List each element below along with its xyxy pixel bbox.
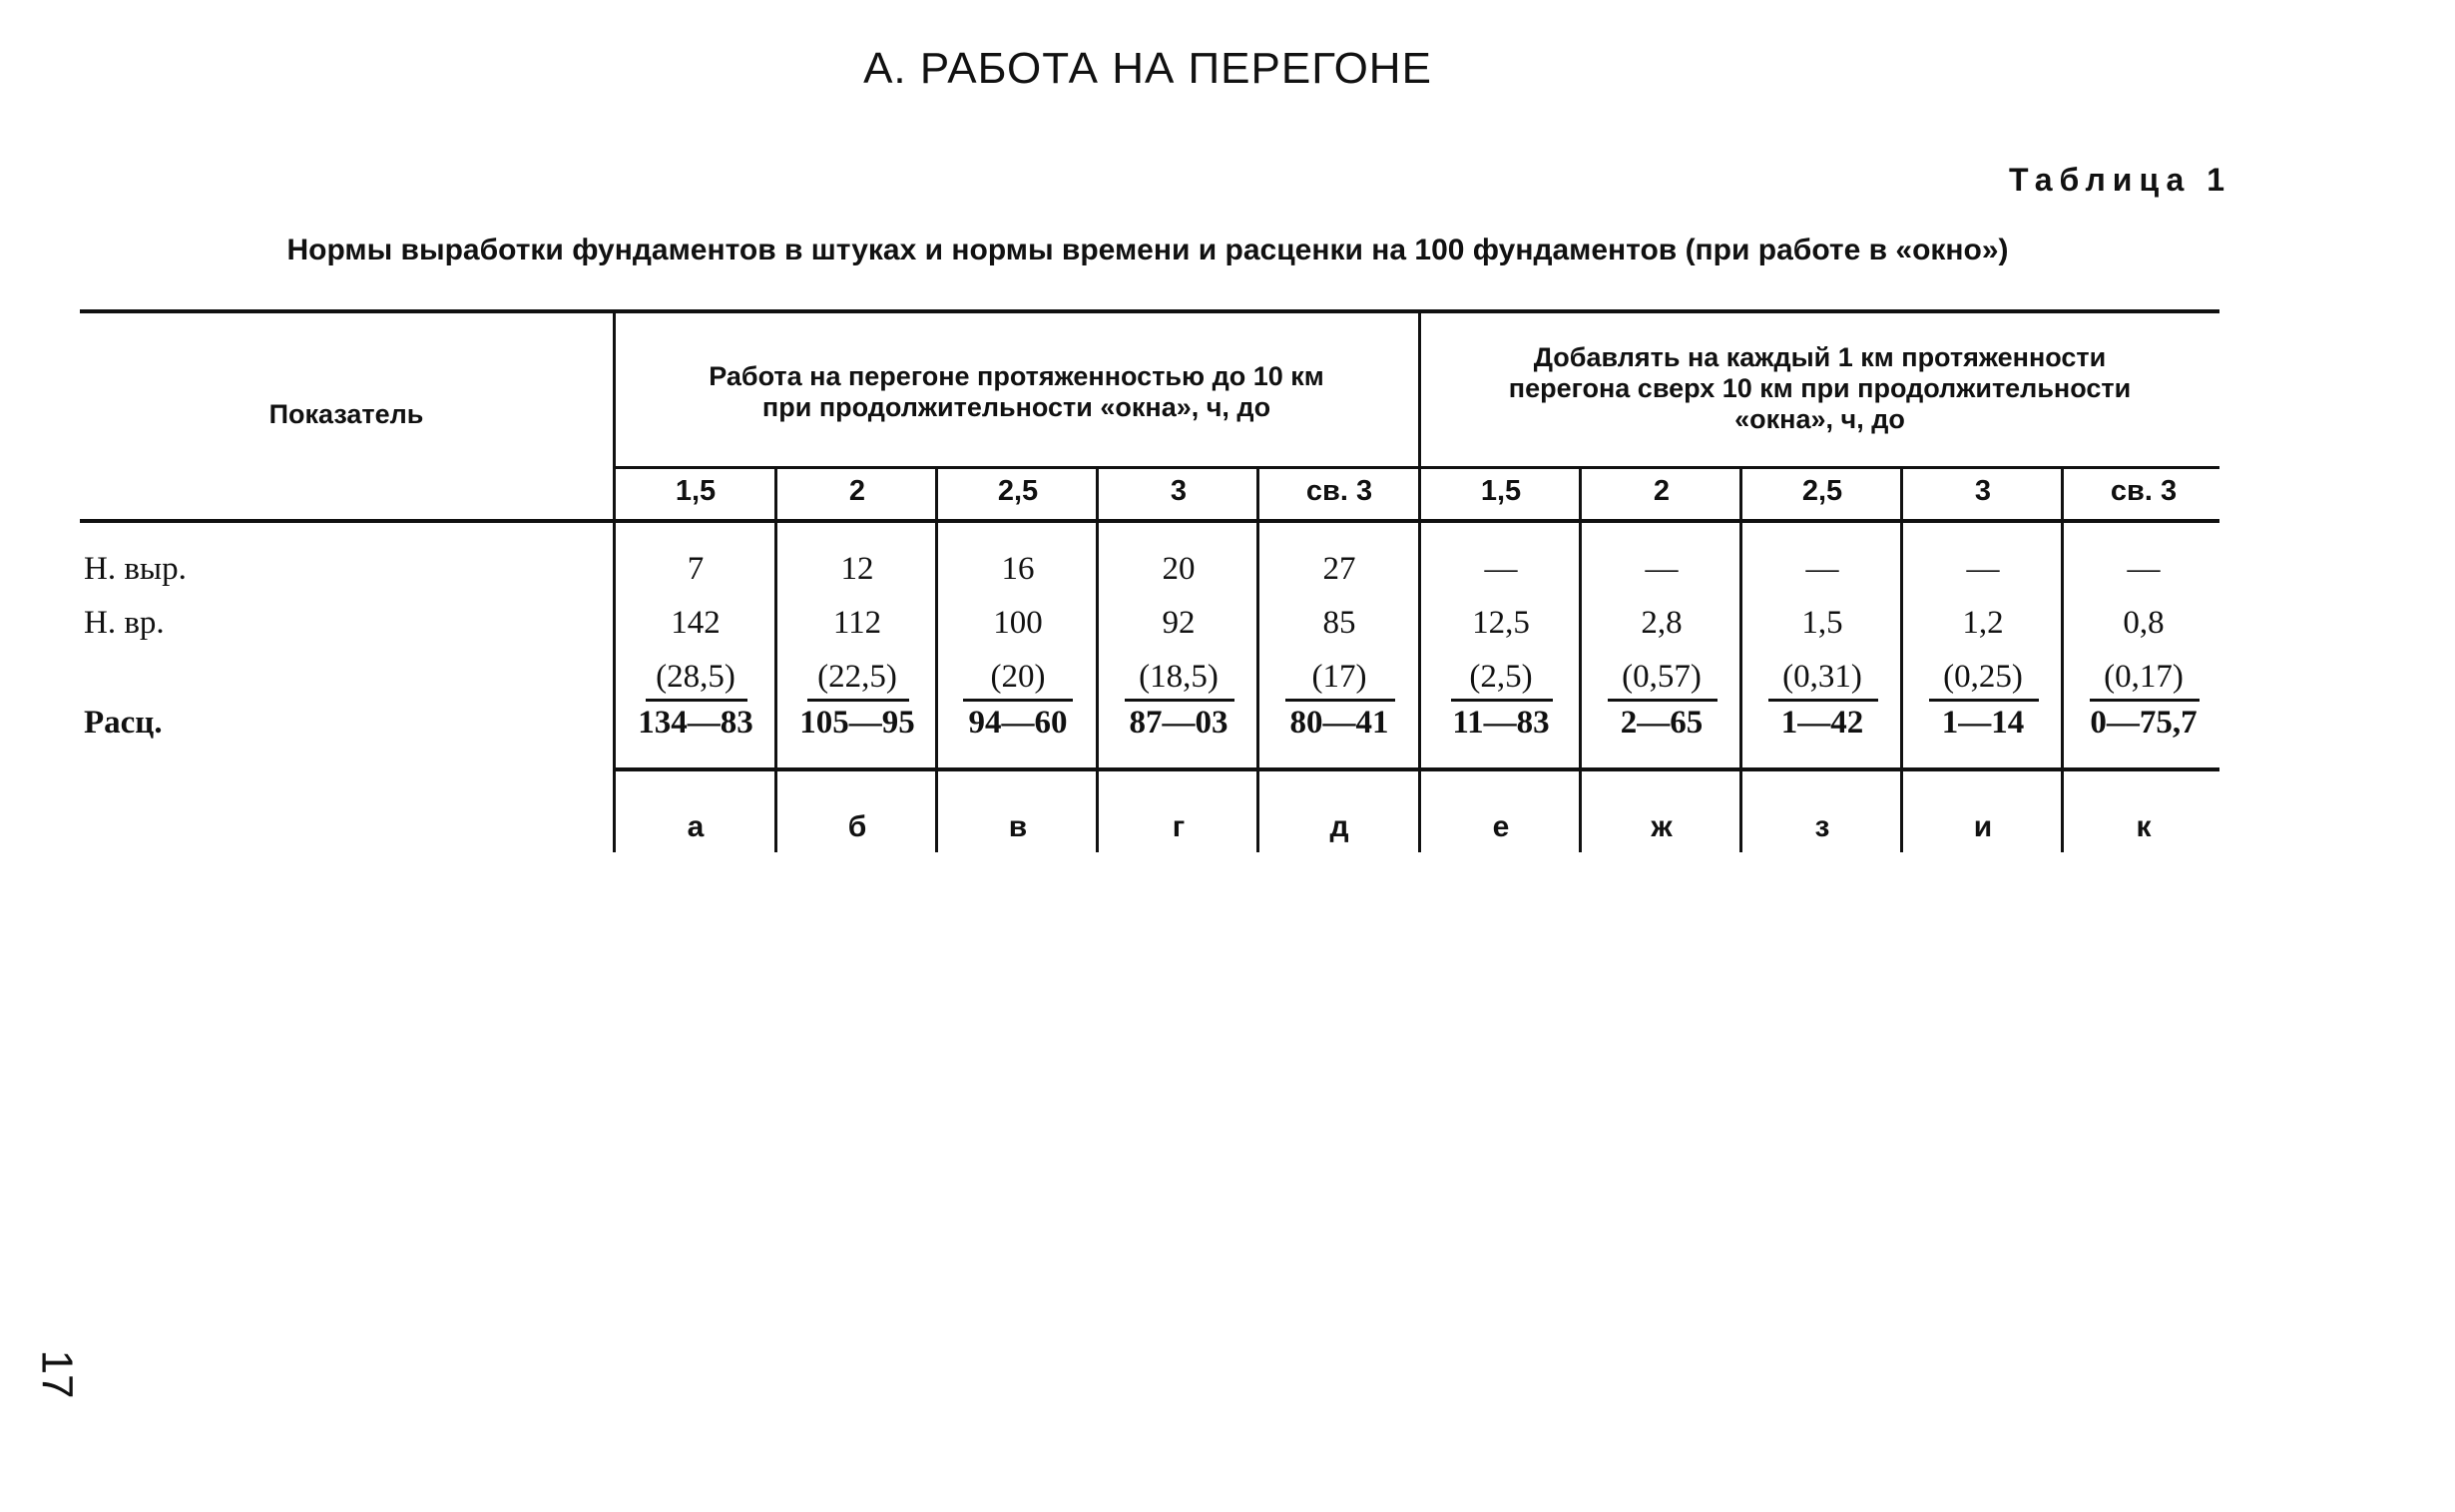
rasc-bottom-cell: 80—41 (1289, 705, 1389, 741)
subheader-cell: 3 (1170, 475, 1188, 507)
n-vyr-cell: — (1645, 551, 1679, 587)
rasc-bottom-cell: 134—83 (638, 705, 753, 741)
body-bottom-rule (615, 767, 2219, 771)
rasc-top-cell: (2,5) (1469, 659, 1533, 695)
n-vr-cell: 1,5 (1801, 605, 1843, 641)
fraction-line (1285, 699, 1395, 702)
column-letter: з (1814, 810, 1830, 843)
table-top-rule (80, 309, 2219, 313)
header-bottom-rule (80, 519, 2219, 523)
n-vyr-cell: 12 (840, 551, 874, 587)
column-letter: к (2136, 810, 2152, 843)
n-vyr-cell: — (1805, 551, 1839, 587)
rasc-bottom-cell: 0—75,7 (2090, 705, 2198, 741)
rasc-top-cell: (20) (990, 659, 1046, 695)
row-label-n-vr: Н. вр. (84, 605, 165, 641)
fraction-line (963, 699, 1073, 702)
n-vr-cell: 85 (1322, 605, 1356, 641)
section-title: А. РАБОТА НА ПЕРЕГОНЕ (863, 44, 1432, 93)
rasc-bottom-cell: 2—65 (1620, 705, 1704, 741)
group1-header-line2: при продолжительности «окна», ч, до (761, 392, 1271, 422)
indicator-header: Показатель (268, 399, 424, 429)
rasc-bottom-cell: 87—03 (1129, 705, 1228, 741)
rasc-top-cell: (22,5) (817, 659, 897, 695)
column-letter: в (1008, 810, 1028, 843)
group2-header-line3: «окна», ч, до (1734, 404, 1905, 434)
column-letter: г (1172, 810, 1186, 843)
subheader-cell: 2 (1653, 475, 1671, 507)
column-letter: б (847, 810, 867, 843)
rasc-top-cell: (28,5) (656, 659, 736, 695)
n-vyr-cell: 7 (687, 551, 705, 587)
n-vyr-cell: — (1966, 551, 2000, 587)
n-vr-cell: 2,8 (1641, 605, 1683, 641)
fraction-line (1608, 699, 1718, 702)
page-number: 17 (32, 1349, 82, 1399)
n-vyr-cell: — (1484, 551, 1518, 587)
n-vr-cell: 1,2 (1962, 605, 2004, 641)
subheader-cell: 1,5 (1480, 475, 1522, 507)
fraction-line (807, 699, 909, 702)
rasc-top-cell: (17) (1311, 659, 1367, 695)
rasc-bottom-cell: 94—60 (968, 705, 1068, 741)
n-vr-cell: 142 (671, 605, 721, 641)
rasc-bottom-cell: 105—95 (799, 705, 915, 741)
fraction-line (646, 699, 747, 702)
table-label: Таблица 1 (2008, 162, 2231, 198)
subheader-cell: св. 3 (1305, 475, 1373, 507)
fraction-line (1451, 699, 1553, 702)
column-letter: е (1492, 810, 1510, 843)
group1-header (615, 361, 1418, 423)
subheader-cell: 2,5 (1801, 475, 1843, 507)
fraction-line (1125, 699, 1234, 702)
n-vr-cell: 92 (1162, 605, 1196, 641)
column-letter: ж (1651, 810, 1673, 843)
n-vyr-cell: 20 (1162, 551, 1196, 587)
rasc-top-cell: (0,31) (1782, 659, 1862, 695)
fraction-line (1768, 699, 1878, 702)
group2-header-line1: Добавлять на каждый 1 км протяженности (1533, 342, 2107, 372)
rasc-bottom-cell: 1—14 (1941, 705, 2025, 741)
fraction-line (1929, 699, 2039, 702)
rasc-top-cell: (18,5) (1139, 659, 1219, 695)
n-vyr-cell: 16 (1001, 551, 1035, 587)
n-vr-cell: 100 (993, 605, 1043, 641)
table-caption: Нормы выработки фундаментов в штуках и нормы времени и расценки на 100 фундаментов (при работе в «окно») (286, 234, 2009, 266)
column-letter: а (687, 810, 705, 843)
rasc-top-cell: (0,17) (2104, 659, 2184, 695)
subheader-cell: 1,5 (675, 475, 717, 507)
subheader-cell: 2 (848, 475, 866, 507)
rasc-top-cell: (0,25) (1943, 659, 2023, 695)
subheader-cell: 2,5 (997, 475, 1039, 507)
group1-header-line1: Работа на перегоне протяженностью до 10 км (709, 361, 1324, 391)
group2-header-line2: перегона сверх 10 км при продолжительности (1508, 373, 2132, 403)
column-letter: и (1973, 810, 1993, 843)
n-vr-cell: 112 (832, 605, 882, 641)
rasc-top-cell: (0,57) (1622, 659, 1702, 695)
n-vr-cell: 12,5 (1472, 605, 1530, 641)
fraction-line (2090, 699, 2200, 702)
group-header-rule (615, 466, 2219, 469)
subheader-cell: св. 3 (2110, 475, 2178, 507)
n-vyr-cell: 27 (1322, 551, 1356, 587)
subheader-cell: 3 (1974, 475, 1992, 507)
row-label-rasc: Расц. (84, 705, 163, 741)
rasc-bottom-cell: 1—42 (1780, 705, 1864, 741)
group2-header (1420, 342, 2219, 435)
row-label-n-vyr: Н. выр. (84, 551, 187, 587)
column-letter: д (1329, 810, 1349, 843)
rasc-bottom-cell: 11—83 (1452, 705, 1550, 741)
n-vyr-cell: — (2127, 551, 2161, 587)
n-vr-cell: 0,8 (2123, 605, 2165, 641)
